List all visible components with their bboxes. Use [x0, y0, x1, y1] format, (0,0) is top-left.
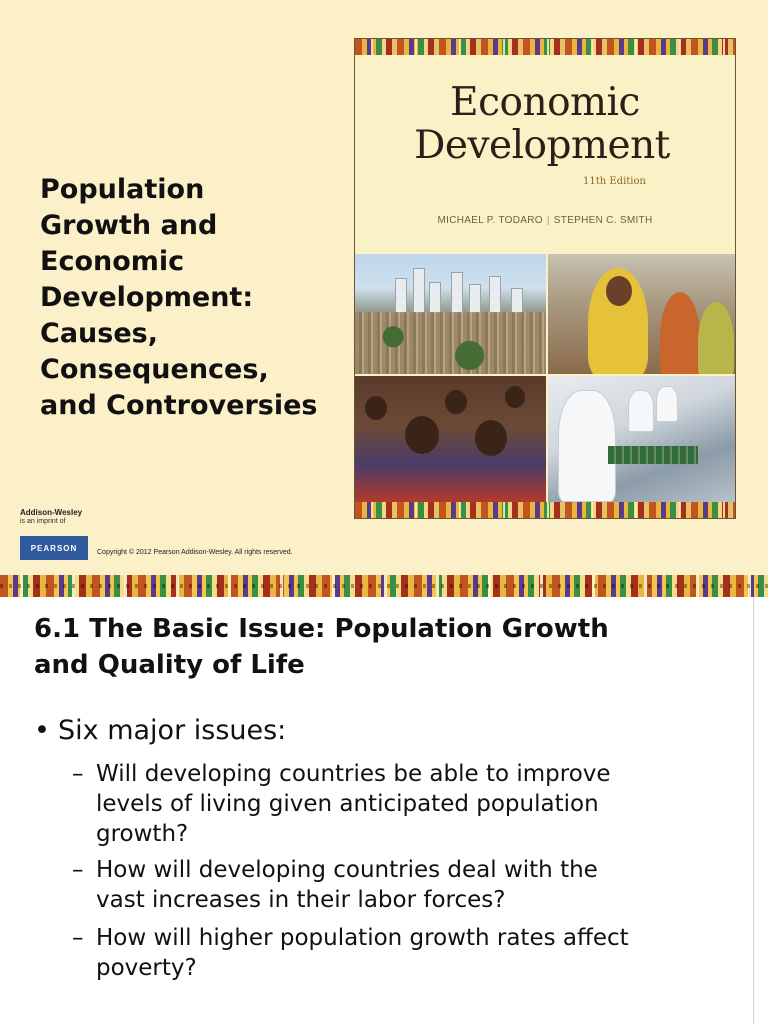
factory-workers-photo: [548, 376, 735, 502]
dash-marker: –: [72, 857, 84, 883]
sub-bullet-line: Will developing countries be able to improve: [96, 761, 611, 787]
heading-line: 6.1 The Basic Issue: Population Growth: [34, 614, 609, 644]
book-edition: 11th Edition: [583, 176, 646, 187]
schoolchildren-photo: [355, 376, 546, 502]
city-skyline-photo: [355, 254, 546, 374]
imprint-text: is an imprint of: [20, 518, 66, 525]
sub-bullet-line: growth?: [96, 821, 189, 847]
slide-edge-divider: [753, 597, 754, 1024]
copyright-notice: Copyright © 2012 Pearson Addison-Wesley. All rights reserved.: [97, 549, 293, 556]
title-line: Economic: [40, 246, 185, 277]
title-line: Growth and: [40, 210, 218, 241]
slide-title: [40, 172, 360, 424]
sub-bullet-line: How will higher population growth rates affect: [96, 925, 629, 951]
dash-marker: –: [72, 761, 84, 787]
publisher-logo: [20, 508, 90, 560]
author-name: MICHAEL P. TODARO: [437, 215, 543, 226]
bullet-text: Six major issues:: [58, 715, 287, 746]
book-title-line: Economic: [450, 80, 640, 125]
book-title: [355, 81, 735, 167]
bullet-marker: •: [34, 715, 50, 746]
sub-bullet-line: vast increases in their labor forces?: [96, 887, 506, 913]
title-line: Causes,: [40, 318, 158, 349]
dash-marker: –: [72, 925, 84, 951]
slide-heading: [34, 611, 734, 683]
pearson-logo: PEARSON: [20, 536, 88, 560]
book-authors: [355, 215, 735, 226]
imprint-name: Addison-Wesley: [20, 508, 83, 517]
slide-2: [0, 575, 768, 1024]
cover-pattern-border-top: [355, 39, 735, 55]
book-title-line: Development: [414, 123, 670, 168]
title-line: Population: [40, 174, 205, 205]
title-line: Development:: [40, 282, 254, 313]
sub-bullet-line: levels of living given anticipated population: [96, 791, 599, 817]
bullet-item: [34, 715, 286, 746]
author-name: STEPHEN C. SMITH: [553, 215, 653, 226]
cover-pattern-border-bottom: [355, 502, 735, 518]
sub-bullet-line: poverty?: [96, 955, 197, 981]
title-line: and Controversies: [40, 390, 318, 421]
decorative-pattern-band: [0, 575, 768, 597]
title-line: Consequences,: [40, 354, 269, 385]
author-separator: |: [546, 215, 550, 226]
book-cover-image: [354, 38, 736, 519]
heading-line: and Quality of Life: [34, 650, 305, 680]
women-portrait-photo: [548, 254, 735, 374]
sub-bullet-line: How will developing countries deal with the: [96, 857, 598, 883]
